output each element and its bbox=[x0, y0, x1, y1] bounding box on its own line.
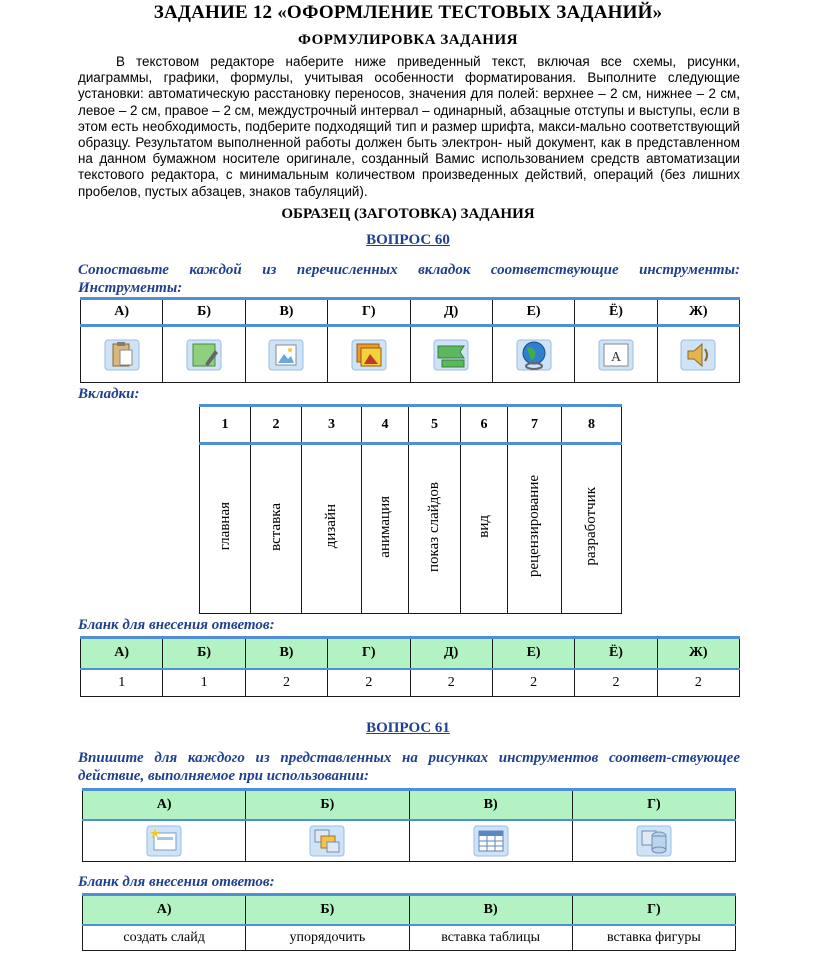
question-60-instruction: Сопоставьте каждой из перечисленных вкладок соответствующие инструменты: bbox=[78, 262, 740, 278]
answers-header-row bbox=[81, 638, 740, 669]
tools-icon-row bbox=[81, 326, 740, 383]
slide-layout-icon bbox=[432, 338, 470, 372]
answer-value: 2 bbox=[410, 669, 492, 697]
tab-number: 3 bbox=[302, 406, 362, 444]
answer-value: 2 bbox=[492, 669, 574, 697]
answers-value-row bbox=[81, 669, 740, 697]
answer-letter: Е) bbox=[492, 638, 574, 669]
arrange-icon bbox=[308, 824, 346, 858]
shapes-icon bbox=[635, 824, 673, 858]
question-61-text: Впишите для каждого из представленных на рисунках инструментов соответ-ствующее действие, выполняемое при использовании: bbox=[78, 750, 740, 784]
answer-letter: А) bbox=[81, 638, 163, 669]
answers-61-header-row bbox=[83, 895, 736, 925]
answer-value: 2 bbox=[245, 669, 327, 697]
tab-name: разработчик bbox=[583, 487, 599, 566]
globe-hyperlink-icon bbox=[515, 338, 553, 372]
tabs-names-row bbox=[200, 444, 622, 614]
answer-letter: Ё) bbox=[575, 638, 657, 669]
tool-letter: В) bbox=[409, 790, 572, 820]
tab-number: 7 bbox=[508, 406, 562, 444]
answer-letter: А) bbox=[83, 895, 246, 925]
tools-61-icon-row bbox=[83, 820, 736, 862]
tool-letter: Д) bbox=[410, 299, 492, 326]
answer-value: создать слайд bbox=[83, 925, 246, 951]
answers-table-61 bbox=[82, 893, 736, 951]
tab-name: анимация bbox=[376, 495, 393, 558]
speaker-sound-icon bbox=[679, 338, 717, 372]
tab-number: 6 bbox=[461, 406, 508, 444]
answer-value: 2 bbox=[657, 669, 739, 697]
answer-letter: В) bbox=[245, 638, 327, 669]
answers-61-value-row bbox=[83, 925, 736, 951]
tool-letter: Ж) bbox=[657, 299, 739, 326]
tab-name: главная bbox=[216, 502, 233, 551]
answer-value: вставка таблицы bbox=[409, 925, 572, 951]
tool-letter: Б) bbox=[163, 299, 245, 326]
tool-letter: Г) bbox=[572, 790, 735, 820]
answer-letter: Ж) bbox=[657, 638, 739, 669]
picture-icon bbox=[267, 338, 305, 372]
tab-name: дизайн bbox=[323, 504, 339, 549]
tabs-header-row bbox=[200, 406, 622, 444]
answer-letter: В) bbox=[409, 895, 572, 925]
tools-table-61 bbox=[82, 788, 736, 862]
tab-name: вид bbox=[475, 515, 492, 538]
answers-table-60 bbox=[80, 636, 740, 697]
answer-letter: Д) bbox=[410, 638, 492, 669]
question-60-text bbox=[78, 261, 740, 297]
tab-name: вставка bbox=[267, 502, 284, 551]
answer-letter: Б) bbox=[246, 895, 409, 925]
note-pen-icon bbox=[185, 338, 223, 372]
answer-value: упорядочить bbox=[246, 925, 409, 951]
table-icon bbox=[472, 824, 510, 858]
tabs-label: Вкладки: bbox=[78, 386, 140, 402]
question-61-heading: ВОПРОС 61 bbox=[366, 720, 450, 736]
question-60-heading: ВОПРОС 60 bbox=[366, 232, 450, 248]
answers-label-61: Бланк для внесения ответов: bbox=[78, 874, 275, 890]
page-title: ЗАДАНИЕ 12 «ОФОРМЛЕНИЕ ТЕСТОВЫХ ЗАДАНИЙ» bbox=[153, 2, 663, 23]
tab-number: 5 bbox=[409, 406, 461, 444]
tab-name: показ слайдов bbox=[426, 481, 442, 572]
new-slide-icon bbox=[145, 824, 183, 858]
tools-label: Инструменты: bbox=[78, 280, 183, 296]
answer-value: 1 bbox=[163, 669, 245, 697]
sample-heading: ОБРАЗЕЦ (ЗАГОТОВКА) ЗАДАНИЯ bbox=[281, 206, 535, 222]
tab-number: 1 bbox=[200, 406, 251, 444]
photo-album-icon bbox=[350, 338, 388, 372]
instructions-paragraph: В текстовом редакторе наберите ниже приведенный текст, включая все схемы, рисунки, диаграммы, графики, формулы, учитывая особенности форматирования. Выполните следующие установки: автоматическую расстановку переносов, значения для полей: верхнее – 2 см, нижнее – 2 см, левое – 2 см, правое – 2 см, междустрочный интервал – одинарный, абзацные отступы и выступы, если в этом есть необходимость, подберите подходящий тип и размер шрифта, макси-мально соответствующий образцу. Результатом выполненной работы должен быть электрон- ный документ, как в представленном на данном бумажном носителе оригинале, созданный Вамис использованием средств автоматизации текстового редактора, с минимальным количеством произведенных действий, операций (без лишних пробелов, пустых абзацев, знаков табуляций). bbox=[78, 54, 740, 199]
svg-text:A: A bbox=[610, 349, 621, 365]
answer-value: 2 bbox=[575, 669, 657, 697]
answers-label-60: Бланк для внесения ответов: bbox=[78, 617, 275, 633]
tab-name: рецензирование bbox=[526, 475, 542, 578]
tab-number: 2 bbox=[251, 406, 302, 444]
tool-letter: А) bbox=[83, 790, 246, 820]
answer-value: 2 bbox=[328, 669, 410, 697]
section-subtitle: ФОРМУЛИРОВКА ЗАДАНИЯ bbox=[298, 32, 518, 48]
answer-value: вставка фигуры bbox=[572, 925, 735, 951]
tool-letter: Ё) bbox=[575, 299, 657, 326]
tool-letter: А) bbox=[81, 299, 163, 326]
tool-letter: Г) bbox=[328, 299, 410, 326]
tool-letter: Б) bbox=[246, 790, 409, 820]
text-box-icon bbox=[597, 338, 635, 372]
tools-table bbox=[80, 297, 740, 383]
tab-number: 8 bbox=[562, 406, 622, 444]
answer-letter: Г) bbox=[572, 895, 735, 925]
tabs-table bbox=[199, 404, 622, 614]
answer-value: 1 bbox=[81, 669, 163, 697]
tools-header-row bbox=[81, 299, 740, 326]
tab-number: 4 bbox=[362, 406, 409, 444]
clipboard-paste-icon bbox=[103, 338, 141, 372]
answer-letter: Б) bbox=[163, 638, 245, 669]
tools-61-header-row bbox=[83, 790, 736, 820]
tool-letter: В) bbox=[245, 299, 327, 326]
answer-letter: Г) bbox=[328, 638, 410, 669]
tool-letter: Е) bbox=[492, 299, 574, 326]
